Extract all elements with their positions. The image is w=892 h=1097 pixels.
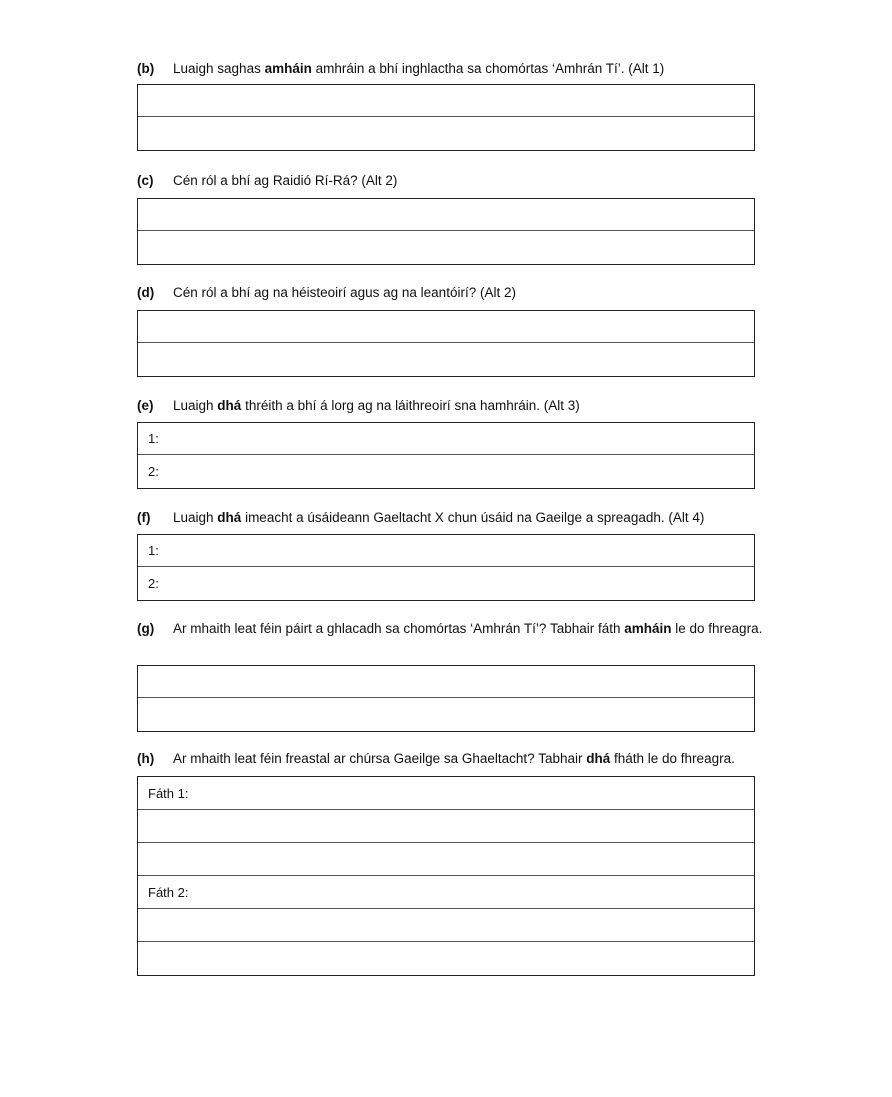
answer-line[interactable] [138, 343, 754, 376]
question-e [137, 396, 777, 415]
answer-line[interactable]: 2: [148, 464, 159, 479]
answer-line[interactable]: Fáth 1: [138, 777, 754, 810]
answer-box-c [137, 198, 755, 265]
question-letter: (h) [137, 751, 155, 766]
answer-box-b [137, 84, 755, 151]
answer-line[interactable] [138, 117, 754, 150]
answer-line[interactable] [138, 909, 754, 942]
question-letter: (e) [137, 398, 154, 413]
answer-line[interactable]: 1: [138, 423, 754, 455]
answer-box-e [137, 422, 755, 489]
answer-line[interactable]: 2: [148, 576, 159, 591]
answer-box-f [137, 534, 755, 601]
question-b [137, 59, 777, 78]
answer-line[interactable] [138, 85, 754, 117]
answer-line[interactable] [138, 698, 754, 731]
answer-box-d [137, 310, 755, 377]
question-text: Luaigh dhá thréith a bhí á lorg ag na láithreoirí sna hamhráin. (Alt 3) [173, 398, 580, 413]
answer-line[interactable] [138, 199, 754, 231]
question-text: Luaigh saghas amháin amhráin a bhí inghlactha sa chomórtas ‘Amhrán Tí’. (Alt 1) [173, 61, 665, 76]
answer-line[interactable] [138, 666, 754, 698]
answer-line[interactable] [138, 843, 754, 876]
question-g [137, 619, 777, 638]
question-letter: (d) [137, 285, 155, 300]
question-c [137, 171, 777, 190]
question-h [137, 749, 787, 768]
question-text: Ar mhaith leat féin páirt a ghlacadh sa chomórtas ‘Amhrán Tí’? Tabhair fáth amháin le do fhreagra. [173, 621, 763, 636]
question-text: Ar mhaith leat féin freastal ar chúrsa Gaeilge sa Ghaeltacht? Tabhair dhá fháth le do fhreagra. [173, 751, 735, 766]
question-d [137, 283, 777, 302]
question-f [137, 508, 777, 527]
answer-box-h [137, 776, 755, 976]
answer-box-g [137, 665, 755, 732]
answer-line[interactable]: Fáth 2: [138, 876, 754, 909]
question-letter: (g) [137, 621, 155, 636]
answer-line[interactable]: 1: [138, 535, 754, 567]
question-text: Cén ról a bhí ag Raidió Rí-Rá? (Alt 2) [173, 173, 398, 188]
question-text: Cén ról a bhí ag na héisteoirí agus ag na leantóirí? (Alt 2) [173, 285, 516, 300]
question-letter: (f) [137, 510, 151, 525]
question-letter: (c) [137, 173, 154, 188]
answer-line[interactable] [138, 231, 754, 264]
question-letter: (b) [137, 61, 155, 76]
question-text: Luaigh dhá imeacht a úsáideann Gaeltacht X chun úsáid na Gaeilge a spreagadh. (Alt 4) [173, 510, 705, 525]
answer-line[interactable] [138, 311, 754, 343]
answer-line[interactable] [138, 810, 754, 843]
answer-line[interactable] [138, 942, 754, 975]
